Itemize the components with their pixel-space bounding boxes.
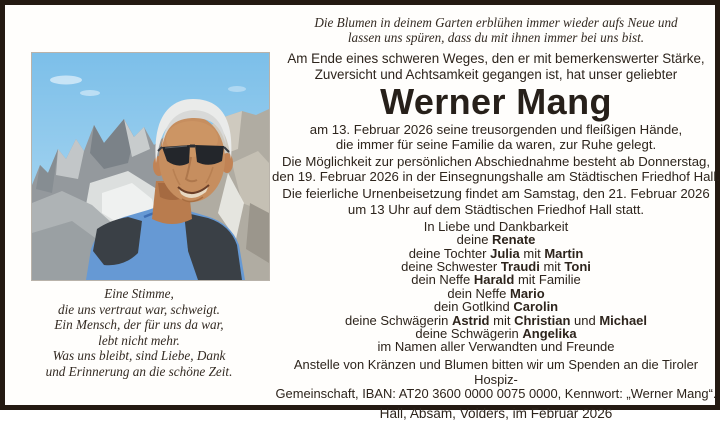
text-line: die uns vertraut war, schweigt. <box>11 302 267 318</box>
text-line: Ein Mensch, der für uns da war, <box>11 317 267 333</box>
text-line: Was uns bleibt, sind Liebe, Dank <box>11 348 267 364</box>
mourner-name: Mario <box>510 286 545 301</box>
mourner-name: Angelika <box>522 326 576 341</box>
mourner-text: dein Neffe <box>411 272 474 287</box>
mourner-text: deine Schwägerin <box>415 326 522 341</box>
mourners-list <box>271 233 720 354</box>
portrait-photo <box>31 52 270 281</box>
mourner-text: deine <box>457 232 492 247</box>
viewing-info <box>271 154 720 184</box>
text-line: am 13. Februar 2026 seine treusorgenden und fleißigen Hände, <box>271 122 720 137</box>
mourner-text: mit <box>490 313 515 328</box>
closing-line: In Liebe und Dankbarkeit <box>271 220 720 233</box>
mourner-line <box>271 340 720 353</box>
mourner-line <box>271 327 720 340</box>
text-line: um 13 Uhr auf dem Städtischen Friedhof Hall statt. <box>271 202 720 217</box>
mourner-text: mit Familie <box>514 272 580 287</box>
text-line: lebt nicht mehr. <box>11 333 267 349</box>
memorial-poem <box>11 286 267 380</box>
funeral-info <box>271 186 720 216</box>
deceased-name: Werner Mang <box>271 83 720 121</box>
text-line: den 19. Februar 2026 in der Einsegnungshalle am Städtischen Friedhof Hall. <box>271 169 720 184</box>
mourner-name: Renate <box>492 232 535 247</box>
mourner-name: Martin <box>544 246 583 261</box>
text-line: die immer für seine Familie da waren, zur Ruhe gelegt. <box>271 137 720 152</box>
notice-content <box>271 15 720 422</box>
mourner-name: Astrid <box>452 313 490 328</box>
mourner-line <box>271 260 720 273</box>
text-line: Anstelle von Kränzen und Blumen bitten wir um Spenden an die Tiroler Hospiz- <box>271 358 720 388</box>
death-announcement <box>271 122 720 152</box>
text-line: Zuversicht und Achtsamkeit gegangen ist, hat unser geliebter <box>271 67 720 83</box>
mourner-line <box>271 233 720 246</box>
opening-verse <box>271 15 720 45</box>
mourner-name: Julia <box>490 246 520 261</box>
intro-text <box>271 51 720 83</box>
text-line: Die Möglichkeit zur persönlichen Abschiednahme besteht ab Donnerstag, <box>271 154 720 169</box>
mourner-text: deine Schwester <box>401 259 501 274</box>
mourner-text: dein Gotlkind <box>434 299 514 314</box>
text-line: Die Blumen in deinem Garten erblühen immer wieder aufs Neue und <box>271 15 720 30</box>
mourner-text: mit <box>520 246 545 261</box>
mourner-text: dein Neffe <box>447 286 510 301</box>
mourner-text: deine Schwägerin <box>345 313 452 328</box>
mourner-name: Harald <box>474 272 514 287</box>
mourner-text: im Namen aller Verwandten und Freunde <box>377 339 614 354</box>
mourner-text: und <box>570 313 599 328</box>
donation-info <box>271 358 720 402</box>
mourner-line <box>271 287 720 300</box>
mourner-name: Michael <box>599 313 647 328</box>
text-line: lassen uns spüren, dass du mit ihnen immer bei uns bist. <box>271 30 720 45</box>
mourner-line <box>271 300 720 313</box>
text-line: Die feierliche Urnenbeisetzung findet am Samstag, den 21. Februar 2026 <box>271 186 720 201</box>
text-line: Gemeinschaft, IBAN: AT20 3600 0000 0075 0000, Kennwort: „Werner Mang“. <box>271 387 720 402</box>
text-line: Eine Stimme, <box>11 286 267 302</box>
place-date-line: Hall, Absam, Volders, im Februar 2026 <box>271 405 720 422</box>
mourner-line <box>271 273 720 286</box>
portrait-photo-art <box>32 53 269 280</box>
text-line: Am Ende eines schweren Weges, den er mit bemerkenswerter Stärke, <box>271 51 720 67</box>
mourner-text: deine Tochter <box>409 246 490 261</box>
mourner-text: mit <box>540 259 565 274</box>
closing-and-mourners <box>271 220 720 354</box>
mourner-name: Toni <box>564 259 590 274</box>
mourner-name: Carolin <box>513 299 558 314</box>
mourner-line <box>271 247 720 260</box>
mourner-line <box>271 314 720 327</box>
mourner-name: Christian <box>514 313 570 328</box>
mourner-name: Traudi <box>501 259 540 274</box>
text-line: und Erinnerung an die schöne Zeit. <box>11 364 267 380</box>
